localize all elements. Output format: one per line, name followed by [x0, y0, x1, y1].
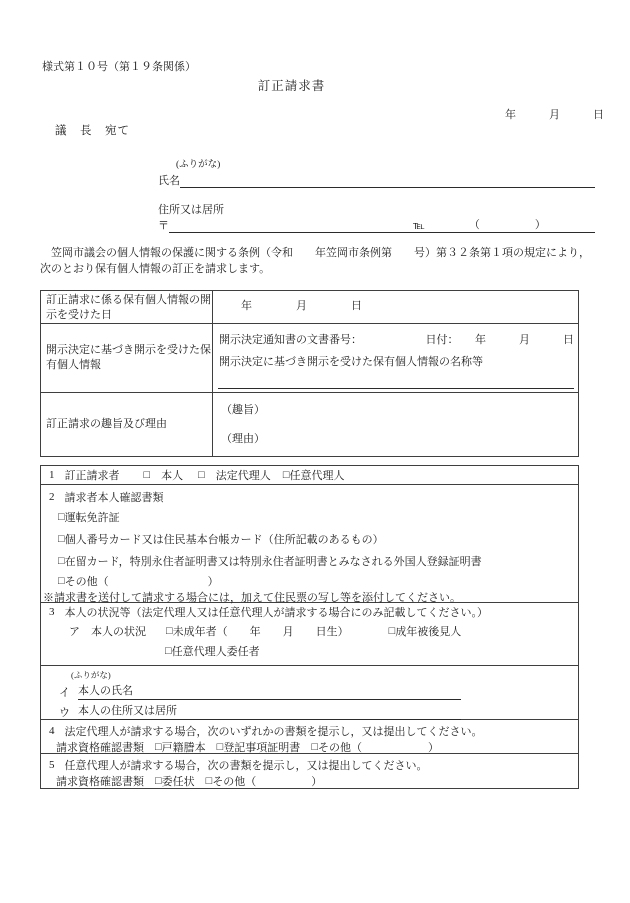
checkbox-icon[interactable]: □ — [282, 469, 290, 481]
purport-caption: （趣旨） — [221, 404, 265, 416]
qualification-docs-label: 請求資格確認書類 — [56, 742, 144, 754]
mailing-note: ※請求書を送付して請求する場合には，加えて住民票の写し等を添付してください。 — [43, 591, 461, 604]
reason-caption: （理由） — [221, 433, 265, 445]
checkbox-icon[interactable]: □ — [166, 625, 173, 637]
legal-rep-instruction: 法定代理人が請求する場合，次のいずれかの書類を提示し，又は提出してください。 — [64, 726, 483, 738]
info-name-caption: 開示決定に基づき開示を受けた保有個人情報の名称等 — [219, 356, 483, 368]
checkbox-option-voluntary-delegator[interactable]: □ 任意代理人委任者 — [165, 645, 260, 658]
checkbox-icon[interactable]: □ — [311, 741, 318, 753]
principal-address-input-line[interactable] — [78, 702, 461, 720]
checkbox-option-other-voluntary-doc[interactable]: □ その他（ ） — [205, 775, 323, 788]
checkbox-icon[interactable]: □ — [58, 575, 65, 587]
checkbox-option-my-number-card[interactable]: □ 個人番号カード又は住民基本台帳カード（住所記載のあるもの） — [58, 533, 384, 546]
principal-name-input-line[interactable] — [78, 682, 461, 700]
checkbox-option-power-of-attorney[interactable]: □ 委任状 — [155, 775, 195, 788]
checkbox-option-drivers-license[interactable]: □ 運転免許証 — [58, 511, 120, 524]
checkbox-icon[interactable]: □ — [388, 625, 396, 637]
info-name-input-line[interactable] — [218, 388, 574, 389]
checkbox-option-voluntary-rep[interactable]: □ 任意代理人 — [282, 469, 345, 482]
qualification-docs-label: 請求資格確認書類 — [56, 776, 144, 788]
name-label: 氏名 — [158, 175, 180, 187]
principal-name-address-row — [41, 665, 578, 719]
tel-input-parens[interactable]: （ ） — [468, 219, 546, 231]
checkbox-icon[interactable]: □ — [58, 511, 65, 523]
checkbox-icon[interactable]: □ — [216, 741, 224, 753]
checklist-table — [40, 465, 579, 789]
intro-line-1: 笠岡市議会の個人情報の保護に関する条例（令和 年笠岡市条例第 号）第３２条第１項の規定により， — [40, 247, 590, 259]
identity-documents-title: 請求者本人確認書類 — [64, 491, 164, 504]
requester-type-row — [41, 466, 578, 484]
item-number: 2 — [49, 490, 55, 503]
checkbox-icon[interactable]: □ — [155, 775, 162, 787]
identity-documents-row — [41, 484, 578, 602]
checkbox-option-self[interactable]: □ 本人 — [143, 469, 184, 482]
intro-paragraph — [40, 245, 588, 277]
requester-type-title: 訂正請求者 — [64, 470, 120, 482]
purport-reason-row — [41, 392, 578, 456]
voluntary-rep-instruction: 任意代理人が請求する場合，次の書類を提示し，又は提出してください。 — [64, 760, 428, 772]
legal-rep-documents-row — [41, 719, 578, 753]
form-number: 様式第１０号（第１９条関係） — [42, 61, 196, 73]
principal-status-title: 本人の状況等（法定代理人又は任意代理人が請求する場合にのみ記載してください。） — [64, 607, 488, 619]
page-title: 訂正請求書 — [257, 79, 326, 93]
addressee-label: 議 長 宛て — [55, 125, 130, 137]
date-field[interactable]: 年 月 日 — [505, 109, 604, 121]
checkbox-icon[interactable]: □ — [155, 741, 162, 753]
disclosure-date-field[interactable]: 年 月 日 — [241, 300, 362, 312]
checkbox-option-residence-card[interactable]: □ 在留カード，特別永住者証明書又は特別永住者証明書とみなされる外国人登録証明書 — [58, 555, 482, 568]
checkbox-option-adult-ward[interactable]: □ 成年被後見人 — [388, 625, 462, 638]
checkbox-option-other-legal-doc[interactable]: □ その他（ ） — [311, 741, 439, 754]
item-number: 4 — [49, 725, 55, 737]
purport-reason-label: 訂正請求の趣旨及び理由 — [41, 393, 213, 456]
intro-line-2: 次のとおり保有個人情報の訂正を請求します。 — [40, 263, 271, 275]
checkbox-option-minor[interactable]: □ 未成年者（ 年 月 日生） — [166, 625, 349, 638]
item-letter: イ — [59, 687, 70, 699]
address-field-row — [158, 216, 595, 233]
checkbox-option-legal-rep[interactable]: □ 法定代理人 — [198, 469, 271, 482]
disclosed-info-row — [41, 323, 578, 392]
furigana-label: (ふりがな) — [176, 160, 221, 170]
principal-address-label: 本人の住所又は居所 — [78, 705, 177, 717]
address-input-line[interactable] — [169, 215, 595, 233]
principal-status-sub-label: ア 本人の状況 — [69, 626, 146, 638]
item-number: 1 — [49, 469, 55, 481]
checkbox-icon[interactable]: □ — [198, 469, 205, 481]
name-input-line[interactable] — [180, 169, 595, 188]
checkbox-icon[interactable]: □ — [58, 555, 65, 567]
checkbox-icon[interactable]: □ — [205, 775, 213, 787]
checkbox-icon[interactable]: □ — [143, 469, 151, 481]
request-details-table — [40, 290, 579, 457]
checkbox-option-other-id[interactable]: □ その他（ ） — [58, 575, 219, 588]
furigana-label: (ふりがな) — [71, 669, 111, 680]
item-number: 3 — [49, 606, 55, 618]
checkbox-option-registry-certificate[interactable]: □ 登記事項証明書 — [216, 741, 301, 754]
disclosure-date-row — [41, 291, 578, 323]
doc-number-label: 開示決定通知書の文書番号： — [219, 334, 362, 346]
voluntary-rep-documents-row — [41, 753, 578, 788]
address-label: 住所又は居所 — [158, 204, 224, 216]
principal-name-label: 本人の氏名 — [78, 685, 133, 697]
principal-status-row — [41, 602, 578, 665]
postal-mark: 〒 — [158, 220, 169, 232]
checkbox-option-family-register[interactable]: □ 戸籍謄本 — [155, 741, 206, 754]
disclosure-date-label: 訂正請求に係る保有個人情報の開示を受けた日 — [41, 291, 213, 323]
item-number: 5 — [49, 759, 55, 771]
checkbox-icon[interactable]: □ — [58, 533, 65, 545]
item-letter: ウ — [59, 707, 70, 719]
checkbox-icon[interactable]: □ — [165, 645, 172, 657]
tel-symbol: ℡ — [413, 220, 425, 232]
name-field-row — [158, 170, 595, 188]
disclosed-info-label: 開示決定に基づき開示を受けた保有個人情報 — [41, 324, 213, 392]
doc-date-field[interactable]: 日付： 年 月 日 — [425, 334, 574, 346]
